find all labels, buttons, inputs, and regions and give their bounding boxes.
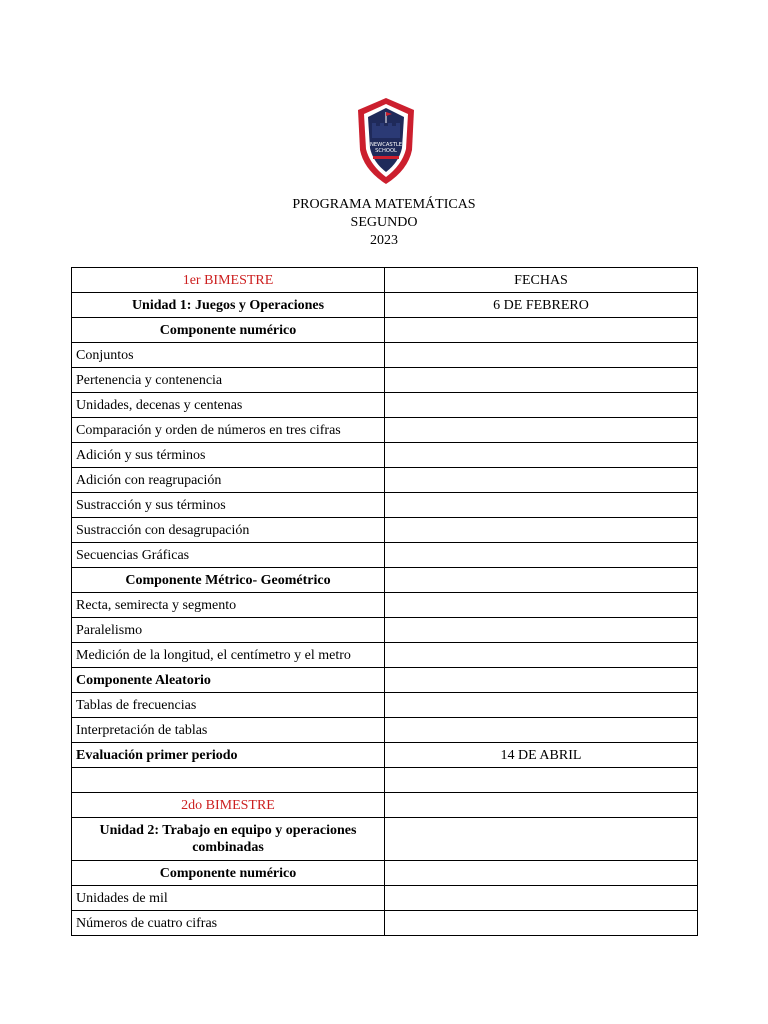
date-cell xyxy=(385,343,698,368)
topic-cell: Sustracción y sus términos xyxy=(72,493,385,518)
date-cell xyxy=(385,768,698,793)
table-row xyxy=(72,818,698,861)
table-row xyxy=(72,493,698,518)
document-title: PROGRAMA MATEMÁTICAS xyxy=(292,197,476,212)
date-cell xyxy=(385,593,698,618)
document-year: 2023 xyxy=(370,233,398,248)
table-row xyxy=(72,593,698,618)
table-row xyxy=(72,368,698,393)
topic-cell: Unidades, decenas y centenas xyxy=(72,393,385,418)
topic-cell: Pertenencia y contenencia xyxy=(72,368,385,393)
topic-cell: Unidades de mil xyxy=(72,886,385,911)
date-cell xyxy=(385,318,698,343)
date-cell xyxy=(385,518,698,543)
logo-text-line1: NEWCASTLE xyxy=(369,142,403,148)
table-row xyxy=(72,518,698,543)
date-cell xyxy=(385,493,698,518)
date-cell xyxy=(385,393,698,418)
table-row xyxy=(72,318,698,343)
date-cell: FECHAS xyxy=(385,268,698,293)
topic-cell: Adición con reagrupación xyxy=(72,468,385,493)
program-table xyxy=(71,267,698,936)
table-row xyxy=(72,693,698,718)
topic-cell: Comparación y orden de números en tres cifras xyxy=(72,418,385,443)
topic-cell: Evaluación primer periodo xyxy=(72,743,385,768)
topic-cell: Tablas de frecuencias xyxy=(72,693,385,718)
school-logo xyxy=(328,92,444,190)
date-cell xyxy=(385,568,698,593)
table-row xyxy=(72,443,698,468)
document-header xyxy=(0,196,768,250)
date-cell xyxy=(385,468,698,493)
date-cell: 6 DE FEBRERO xyxy=(385,293,698,318)
table-row xyxy=(72,568,698,593)
date-cell xyxy=(385,718,698,743)
date-cell xyxy=(385,418,698,443)
table-row xyxy=(72,668,698,693)
topic-cell: Sustracción con desagrupación xyxy=(72,518,385,543)
topic-cell: Conjuntos xyxy=(72,343,385,368)
table-row xyxy=(72,793,698,818)
table-row xyxy=(72,886,698,911)
date-cell xyxy=(385,443,698,468)
topic-cell: Números de cuatro cifras xyxy=(72,911,385,936)
table-row xyxy=(72,911,698,936)
topic-cell: Unidad 2: Trabajo en equipo y operaciones combinadas xyxy=(72,818,385,861)
date-cell xyxy=(385,911,698,936)
topic-cell: Componente Aleatorio xyxy=(72,668,385,693)
date-cell xyxy=(385,618,698,643)
date-cell xyxy=(385,861,698,886)
topic-cell: Recta, semirecta y segmento xyxy=(72,593,385,618)
table-row xyxy=(72,468,698,493)
date-cell: 14 DE ABRIL xyxy=(385,743,698,768)
shield-crest-icon xyxy=(354,96,418,186)
table-row xyxy=(72,718,698,743)
date-cell xyxy=(385,368,698,393)
table-row xyxy=(72,618,698,643)
date-cell xyxy=(385,818,698,861)
topic-cell: 2do BIMESTRE xyxy=(72,793,385,818)
document-grade: SEGUNDO xyxy=(350,215,418,230)
topic-cell: Secuencias Gráficas xyxy=(72,543,385,568)
date-cell xyxy=(385,693,698,718)
topic-cell: Interpretación de tablas xyxy=(72,718,385,743)
date-cell xyxy=(385,793,698,818)
topic-cell: Adición y sus términos xyxy=(72,443,385,468)
topic-cell: Unidad 1: Juegos y Operaciones xyxy=(72,293,385,318)
table-row xyxy=(72,643,698,668)
table-row xyxy=(72,743,698,768)
table-row xyxy=(72,768,698,793)
date-cell xyxy=(385,886,698,911)
table-row xyxy=(72,861,698,886)
table-row xyxy=(72,343,698,368)
topic-cell xyxy=(72,768,385,793)
logo-text-line2: SCHOOL xyxy=(375,148,397,154)
table-row xyxy=(72,418,698,443)
date-cell xyxy=(385,543,698,568)
topic-cell: 1er BIMESTRE xyxy=(72,268,385,293)
table-row xyxy=(72,543,698,568)
date-cell xyxy=(385,643,698,668)
topic-cell: Componente numérico xyxy=(72,861,385,886)
table-row xyxy=(72,393,698,418)
topic-cell: Paralelismo xyxy=(72,618,385,643)
topic-cell: Componente Métrico- Geométrico xyxy=(72,568,385,593)
topic-cell: Medición de la longitud, el centímetro y el metro xyxy=(72,643,385,668)
topic-cell: Componente numérico xyxy=(72,318,385,343)
date-cell xyxy=(385,668,698,693)
table-row xyxy=(72,293,698,318)
table-row xyxy=(72,268,698,293)
